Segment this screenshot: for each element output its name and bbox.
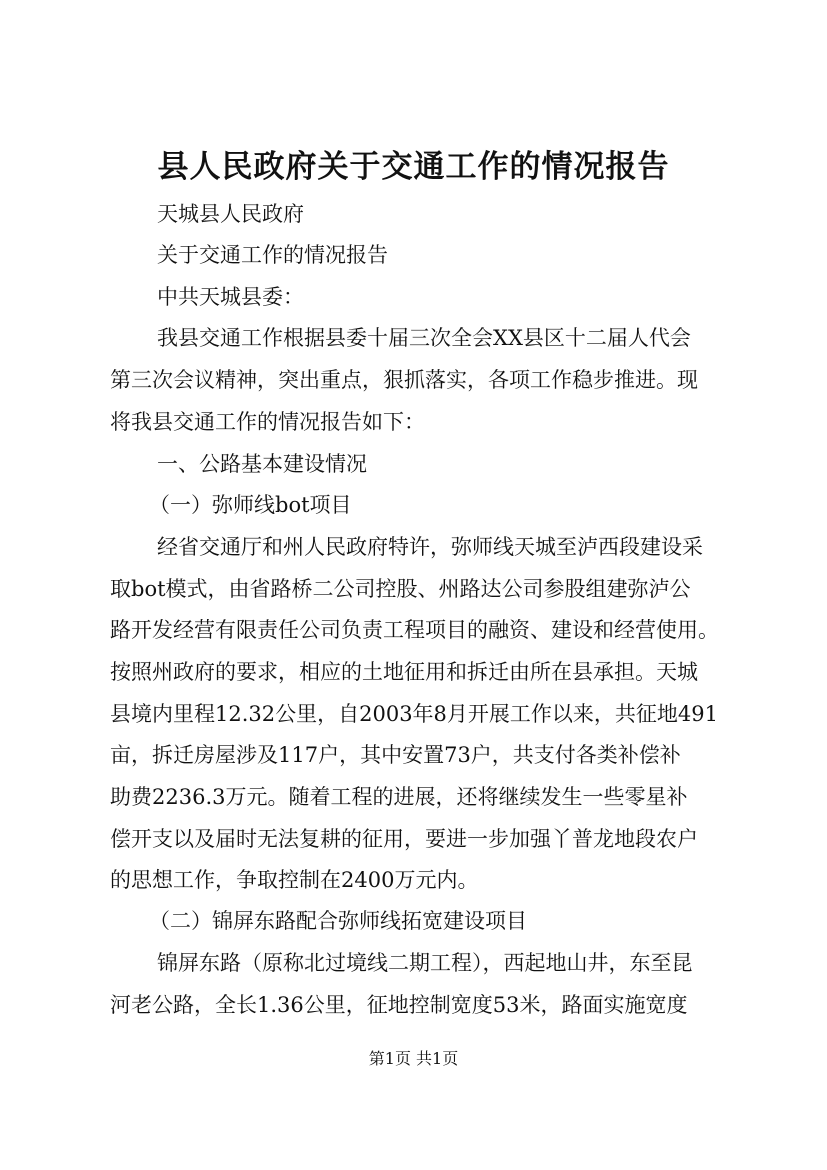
paragraph-line: 将我县交通工作的情况报告如下：	[110, 410, 425, 434]
document-title: 县人民政府关于交通工作的情况报告	[157, 149, 670, 185]
paragraph-line: 经省交通厅和州人民政府特许，弥师线天城至泸西段建设采	[157, 535, 703, 559]
paragraph-line: 亩，拆迁房屋涉及117户，其中安置73户，共支付各类补偿补	[110, 743, 681, 767]
subsection-heading: （一）弥师线bot项目	[149, 493, 352, 517]
page-footer: 第1页 共1页	[368, 1049, 459, 1068]
paragraph-line: 关于交通工作的情况报告	[157, 243, 388, 267]
paragraph-line: 我县交通工作根据县委十届三次全会XX县区十二届人代会	[157, 326, 691, 350]
paragraph-line: 取bot模式，由省路桥二公司控股、州路达公司参股组建弥泸公	[110, 577, 691, 601]
section-heading: 一、公路基本建设情况	[157, 452, 367, 476]
paragraph-line: 助费2236.3万元。随着工程的进展，还将继续发生一些零星补	[110, 785, 688, 809]
paragraph-line: 第三次会议精神，突出重点，狠抓落实，各项工作稳步推进。现	[110, 368, 698, 392]
paragraph-line: 中共天城县委：	[157, 285, 304, 309]
paragraph-line: 按照州政府的要求，相应的土地征用和拆迁由所在县承担。天城	[110, 660, 698, 684]
paragraph-line: 锦屏东路（原称北过境线二期工程），西起地山井，东至昆	[157, 951, 693, 975]
paragraph-line: 的思想工作，争取控制在2400万元内。	[110, 868, 479, 892]
paragraph-line: 路开发经营有限责任公司负责工程项目的融资、建设和经营使用。	[110, 618, 719, 642]
paragraph-line: 县境内里程12.32公里，自2003年8月开展工作以来，共征地491	[110, 702, 719, 726]
paragraph-line: 河老公路，全长1.36公里，征地控制宽度53米，路面实施宽度	[110, 993, 688, 1017]
subsection-heading: （二）锦屏东路配合弥师线拓宽建设项目	[149, 909, 527, 933]
paragraph-line: 天城县人民政府	[157, 202, 304, 226]
paragraph-line: 偿开支以及届时无法复耕的征用，要进一步加强丫普龙地段农户	[110, 827, 698, 851]
